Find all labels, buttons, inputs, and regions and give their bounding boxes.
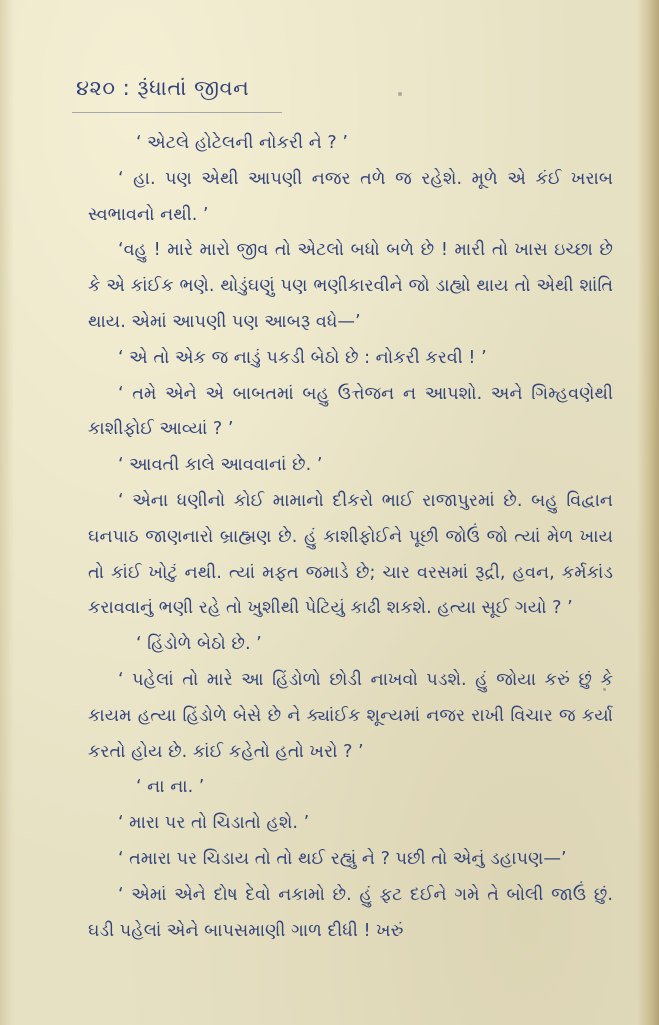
- page-left-shadow: [0, 0, 14, 1025]
- paragraph-13: ‘ એમાં એને દોષ દેવો નકામો છે. હું ફટ દઈને ગમે તે બોલી જાઉં છું. ઘડી પહેલાં એને બાપસમાણી ગાળ દીધી ! ખરું: [88, 884, 613, 941]
- paragraph-2: ‘ હા. પણ એથી આપણી નજર તળે જ રહેશે. મૂળે એ કંઈ ખરાબ સ્વભાવનો નથી. ’: [88, 168, 613, 225]
- paper-speck: [603, 688, 606, 691]
- body-text: [88, 126, 613, 949]
- paragraph-11: ‘ મારા પર તો ચિડાતો હશે. ’: [118, 813, 310, 834]
- paragraph-5: ‘ તમે એને એ બાબતમાં બહુ ઉત્તેજન ન આપશો. અને ગિમ્હવણેથી કાશીફોઈ આવ્યાં ? ’: [88, 383, 613, 440]
- running-head-rule: [72, 112, 282, 113]
- page-right-edge: [637, 0, 659, 1025]
- paragraph-8: ‘ હિંડોળે બેઠો છે. ’: [136, 634, 262, 655]
- paragraph-3: ‘વહુ ! મારે મારો જીવ તો એટલો બધો બળે છે ! મારી તો ખાસ ઇચ્છા છે કે એ કાંઈક ભણે. થોડુંઘણું પણ ભણીકારવીને જો ડાહ્યો થાય તો એથી શાંતિ થાય. એમાં આપણી પણ આબરૂ વધે—’: [88, 240, 613, 332]
- paragraph-12: ‘ તમારા પર ચિડાય તો તો થઈ રહ્યું ને ? પછી તો એનું ડહાપણ—’: [118, 848, 567, 869]
- paragraph-7: ‘ એના ધણીનો કોઈ મામાનો દીકરો ભાઈ રાજાપુરમાં છે. બહુ વિદ્વાન ઘનપાઠ જાણનારો બ્રાહ્મણ છે. હું કાશીફોઈને પૂછી જોઉં જો ત્યાં મેળ ખાય તો કાંઈ ખોટું નથી. ત્યાં મફત જમાડે છે; ચાર વરસમાં રૂદ્રી, હવન, કર્મકાંડ કરાવવાનું ભણી રહે તો ખુશીથી પેટિયું કાઢી શકશે. હત્યા સૂઈ ગયો ? ’: [88, 490, 613, 619]
- paragraph-1: ‘ એટલે હોટેલની નોકરી ને ? ’: [136, 133, 348, 153]
- paragraph-6: ‘ આવતી કાલે આવવાનાં છે. ’: [118, 455, 323, 476]
- paragraph-10: ‘ ના ના. ’: [136, 777, 205, 798]
- paragraph-9: ‘ પહેલાં તો મારે આ હિંડોળો છોડી નાખવો પડશે. હું જોયા કરું છું કે કાયમ હત્યા હિંડોળે બેસે છે ને ક્યાંઈક શૂન્યમાં નજર રાખી વિચાર જ કર્યા કરતો હોય છે. કાંઈ કહેતો હતો ખરો ? ’: [88, 669, 613, 762]
- paper-speck: [398, 92, 402, 96]
- running-head: ૪૨૦ : રૂંધાતાં જીવન: [76, 76, 250, 100]
- paragraph-4: ‘ એ તો એક જ નાડું પકડી બેઠો છે : નોકરી કરવી ! ’: [118, 347, 487, 368]
